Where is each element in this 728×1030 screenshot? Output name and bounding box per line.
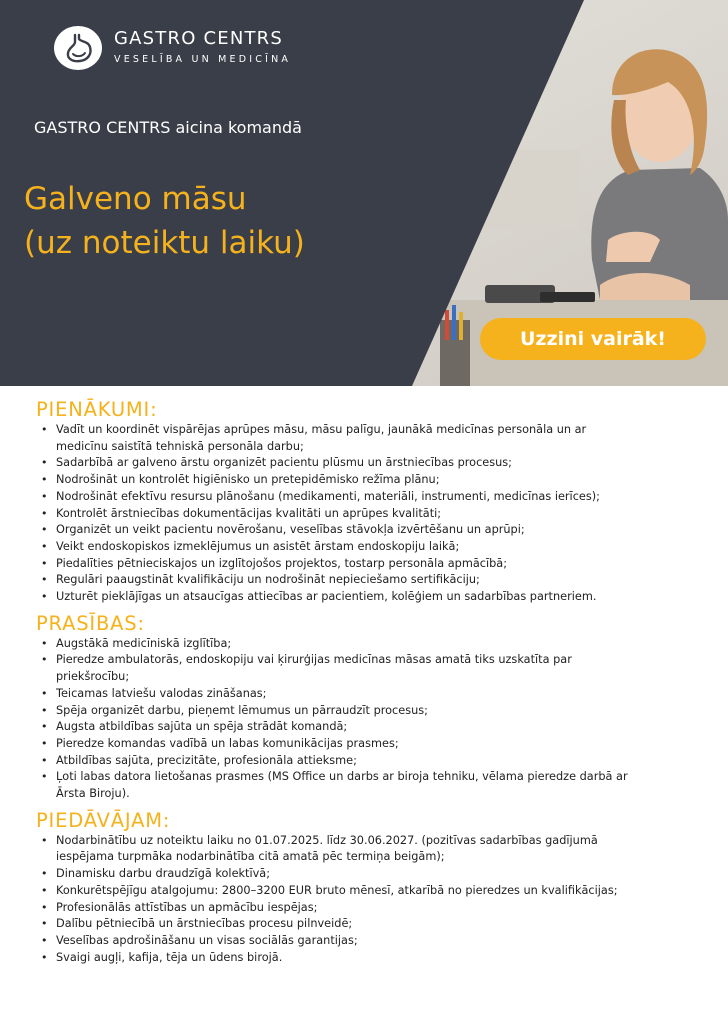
list-item: • Organizēt un veikt pacientu novērošanu, veselības stāvokļa izvērtēšanu un aprūpi; — [41, 522, 633, 539]
stomach-icon — [54, 26, 102, 70]
invite-text: GASTRO CENTRS aicina komandā — [34, 118, 302, 137]
list-item: • Sadarbībā ar galveno ārstu organizēt pacientu plūsmu un ārstniecības procesus; — [41, 455, 633, 472]
list-item: • Ļoti labas datora lietošanas prasmes (MS Office un darbs ar biroja tehniku, vēlama pieredze darbā ar Ārsta Biroju). — [41, 769, 633, 802]
list-item: • Piedalīties pētnieciskajos un izglītojošos projektos, tostarp personāla apmācībā; — [41, 556, 633, 573]
job-title-line-1: Galveno māsu — [24, 181, 247, 217]
brand-logo — [54, 26, 291, 70]
list-item: • Veselības apdrošināšanu un visas sociālās garantijas; — [41, 933, 633, 950]
list-item: • Veikt endoskopiskos izmeklējumus un asistēt ārstam endoskopiju laikā; — [41, 539, 633, 556]
job-title — [24, 177, 305, 265]
list-item: • Augstākā medicīniskā izglītība; — [41, 636, 633, 653]
list-item: • Spēja organizēt darbu, pieņemt lēmumus un pārraudzīt procesus; — [41, 703, 633, 720]
brand-tagline: VESELĪBA UN MEDICĪNA — [114, 54, 292, 65]
list-item: • Regulāri paaugstināt kvalifikāciju un nodrošināt nepieciešamo sertifikāciju; — [41, 572, 633, 589]
list-item: • Nodrošināt un kontrolēt higiēnisko un pretepidēmisko režīma plānu; — [41, 472, 633, 489]
offer-list — [41, 833, 704, 967]
duties-heading: PIENĀKUMI: — [36, 398, 158, 421]
list-item: • Svaigi augļi, kafija, tēja un ūdens birojā. — [41, 950, 633, 967]
list-item: • Uzturēt pieklājīgas un atsaucīgas attiecības ar pacientiem, kolēģiem un sadarbības partneriem. — [41, 589, 633, 606]
requirements-heading: PRASĪBAS: — [36, 611, 145, 635]
list-item: • Profesionālās attīstības un apmācību iespējas; — [41, 900, 633, 917]
list-item: • Pieredze ambulatorās, endoskopiju vai ķirurģijas medicīnas māsas amatā tiks uzskatīta par priekšrocību; — [41, 652, 633, 685]
offer-heading: PIEDĀVĀJAM: — [36, 808, 171, 832]
brand-name: GASTRO CENTRS — [114, 28, 284, 49]
list-item: • Dalību pētniecībā un ārstniecības procesu pilnveidē; — [41, 916, 633, 933]
job-title-line-2: (uz noteiktu laiku) — [24, 225, 305, 261]
list-item: • Kontrolēt ārstniecības dokumentācijas kvalitāti un aprūpes kvalitāti; — [41, 506, 633, 523]
list-item: • Nodrošināt efektīvu resursu plānošanu (medikamenti, materiāli, instrumenti, medicīnas ierīces); — [41, 489, 633, 506]
list-item: • Vadīt un koordinēt vispārējas aprūpes māsu, māsu palīgu, jaunākā medicīnas personāla un ar medicīnu saistītā tehniskā personāla darbu; — [41, 422, 633, 455]
requirements-list — [41, 636, 704, 803]
hero-banner — [0, 0, 728, 386]
learn-more-button[interactable]: Uzzini vairāk! — [480, 318, 706, 360]
list-item: • Teicamas latviešu valodas zināšanas; — [41, 686, 633, 703]
list-item: • Konkurētspējīgu atalgojumu: 2800–3200 EUR bruto mēnesī, atkarībā no pieredzes un kvalifikācijas; — [41, 883, 633, 900]
duties-list — [41, 422, 704, 606]
list-item: • Pieredze komandas vadībā un labas komunikācijas prasmes; — [41, 736, 633, 753]
list-item: • Augsta atbildības sajūta un spēja strādāt komandā; — [41, 719, 633, 736]
list-item: • Atbildības sajūta, precizitāte, profesionāla attieksme; — [41, 753, 633, 770]
list-item: • Nodarbinātību uz noteiktu laiku no 01.07.2025. līdz 30.06.2027. (pozitīvas sadarbības gadījumā iespējama turpmāka nodarbinātība citā amatā pēc termiņa beigām); — [41, 833, 633, 866]
job-details — [0, 386, 728, 966]
list-item: • Dinamisku darbu draudzīgā kolektīvā; — [41, 866, 633, 883]
